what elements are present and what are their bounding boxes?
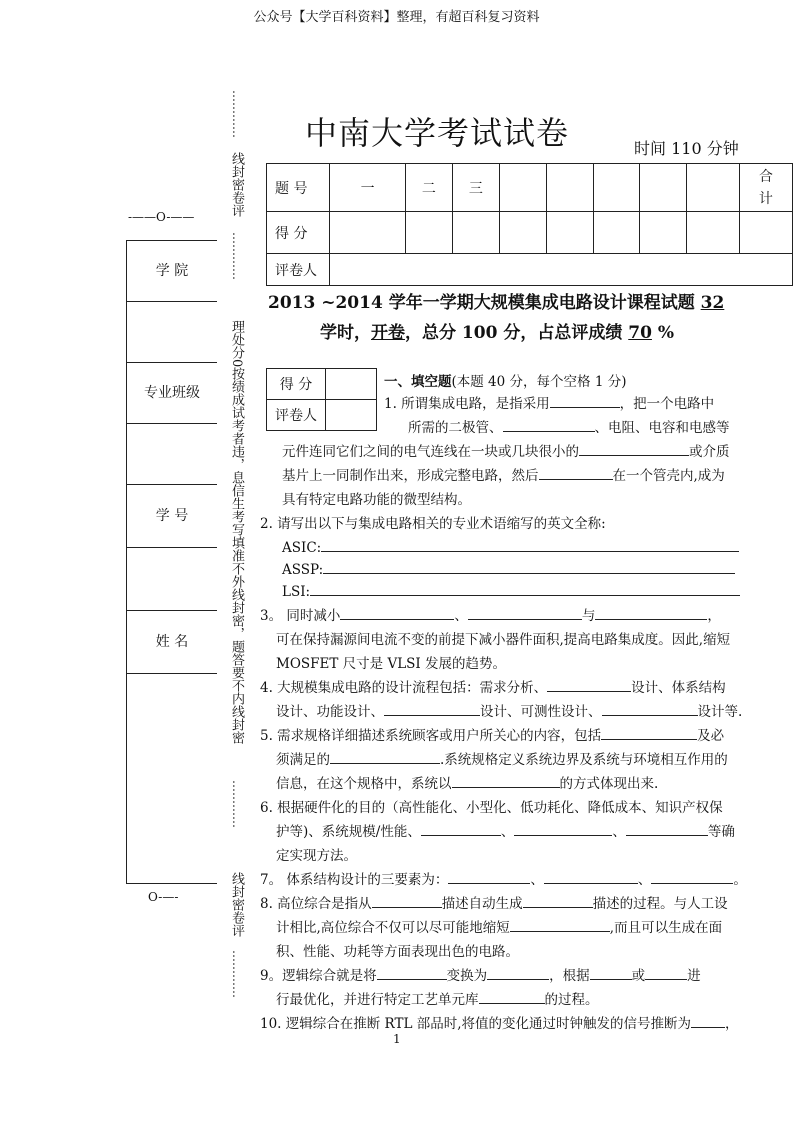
seal-text-3: 线封密卷评 (229, 872, 244, 937)
seal-dots: ………… (230, 950, 244, 998)
page-number: 1 (393, 1032, 401, 1046)
college-field[interactable] (127, 302, 217, 363)
q5-line3: 信息，在这个规格中，系统以 的方式体现出来. (276, 772, 658, 796)
col-2: 二 (406, 164, 452, 212)
q7-line: 7。 体系结构设计的三要素为： 、 、 。 (260, 868, 747, 892)
row-label-grader: 评卷人 (267, 254, 330, 286)
name-label: 姓 名 (127, 611, 217, 674)
time-label: 时间 110 分钟 (634, 139, 739, 158)
col-5 (546, 164, 593, 212)
q2-assp: ASSP: (282, 558, 735, 582)
section-score-cell[interactable] (326, 369, 377, 400)
score-cell[interactable] (640, 212, 687, 254)
score-cell[interactable] (406, 212, 452, 254)
q3-line2: 可在保持漏源间电流不变的前提下减小器件面积,提高电路集成度。因此,缩短 (276, 632, 731, 648)
binding-mark-top: -——O-—— (128, 210, 195, 224)
col-3: 三 (452, 164, 499, 212)
q2-line: 2. 请写出以下与集成电路相关的专业术语缩写的英文全称: (260, 516, 606, 532)
student-info-box (126, 240, 217, 884)
q1-line2: 所需的二极管、 、电阻、电容和电感等 (408, 416, 730, 440)
q8-line1: 8. 高位综合是指从 描述自动生成 描述的过程。与人工设 (260, 892, 728, 916)
seal-text-2: 理处分0按绩成试考者违，息信生考写填准不外线封密，题答要不内线封密 (229, 320, 244, 745)
section-grader-cell[interactable] (326, 400, 377, 431)
section-grader-label: 评卷人 (267, 400, 326, 431)
q9-line1: 9。逻辑综合就是将 变换为 ，根据 或 进 (260, 964, 701, 988)
major-class-field[interactable] (127, 424, 217, 485)
q6-line3: 定实现方法。 (276, 848, 357, 864)
total-label: 合 计 (739, 164, 792, 212)
name-field[interactable] (127, 674, 217, 882)
col-8 (687, 164, 740, 212)
seal-dots: ………… (230, 232, 244, 280)
q9-line2: 行最优化，并进行特定工艺单元库 的过程。 (276, 988, 599, 1012)
q2-asic: ASIC: (282, 536, 739, 560)
student-id-label: 学 号 (127, 485, 217, 548)
q10-line1: 10. 逻辑综合在推断 RTL 部品时,将值的变化通过时钟触发的信号推断为 ， (260, 1012, 739, 1036)
col-6 (593, 164, 640, 212)
q8-line3: 积、性能、功耗等方面表现出色的电路。 (276, 944, 519, 960)
section-score-label: 得 分 (267, 369, 326, 400)
q5-line2: 须满足的 .系统规格定义系统边界及系统与环境相互作用的 (276, 748, 728, 772)
row-label-question: 题 号 (267, 164, 330, 212)
seal-dots: ………… (230, 90, 244, 138)
major-class-label: 专业班级 (127, 363, 217, 424)
q1-line4: 基片上一同制作出来，形成完整电路，然后 在一个管壳内,成为 (282, 464, 725, 488)
score-cell[interactable] (739, 212, 792, 254)
college-label: 学 院 (127, 241, 217, 302)
section-grade-box (266, 368, 377, 431)
section-heading: 一、填空题(本题 40 分，每个空格 1 分) (384, 374, 627, 390)
q1-line3: 元件连同它们之间的电气连线在一块或几块很小的 或介质 (282, 440, 730, 464)
q4-line2: 设计、功能设计、 设计、可测性设计、 设计等. (276, 700, 742, 724)
q8-line2: 计相比,高位综合不仅可以尽可能地缩短 ,而且可以生成在面 (276, 916, 722, 940)
student-id-field[interactable] (127, 548, 217, 611)
score-cell[interactable] (687, 212, 740, 254)
q1-line5: 具有特定电路功能的微型结构。 (282, 492, 471, 508)
exam-title: 2013 ~2014 学年一学期大规模集成电路设计课程试题 32 学时，开卷，总分 100 分，占总评成绩 70 % (268, 293, 725, 343)
q3-line3: MOSFET 尺寸是 VLSI 发展的趋势。 (276, 656, 507, 672)
score-cell[interactable] (330, 212, 406, 254)
seal-text-1: 线封密卷评 (229, 152, 244, 217)
score-cell[interactable] (500, 212, 547, 254)
binding-mark-bottom: O-—- (148, 890, 179, 904)
q6-line2: 护等)、系统规模/性能、 、 、 等确 (276, 820, 735, 844)
seal-dots: ………… (230, 780, 244, 828)
page-title: 中南大学考试试卷 (305, 114, 570, 152)
row-label-score: 得 分 (267, 212, 330, 254)
col-1: 一 (330, 164, 406, 212)
header-note: 公众号【大学百科资料】整理，有超百科复习资料 (253, 10, 540, 25)
score-table (266, 163, 793, 286)
q3-line1: 3。 同时减小 、 与 ， (260, 604, 721, 628)
grader-cell[interactable] (330, 254, 793, 286)
q1-line1: 1. 所谓集成电路，是指采用 ，把一个电路中 (384, 392, 714, 416)
q4-line1: 4. 大规模集成电路的设计流程包括：需求分析、 设计、体系结构 (260, 676, 726, 700)
col-4 (500, 164, 547, 212)
score-cell[interactable] (593, 212, 640, 254)
score-cell[interactable] (546, 212, 593, 254)
q2-lsi: LSI: (282, 580, 740, 604)
col-7 (640, 164, 687, 212)
q5-line1: 5. 需求规格详细描述系统顾客或用户所关心的内容，包括 及必 (260, 724, 724, 748)
q6-line1: 6. 根据硬件化的目的（高性能化、小型化、低功耗化、降低成本、知识产权保 (260, 800, 723, 816)
score-cell[interactable] (452, 212, 499, 254)
